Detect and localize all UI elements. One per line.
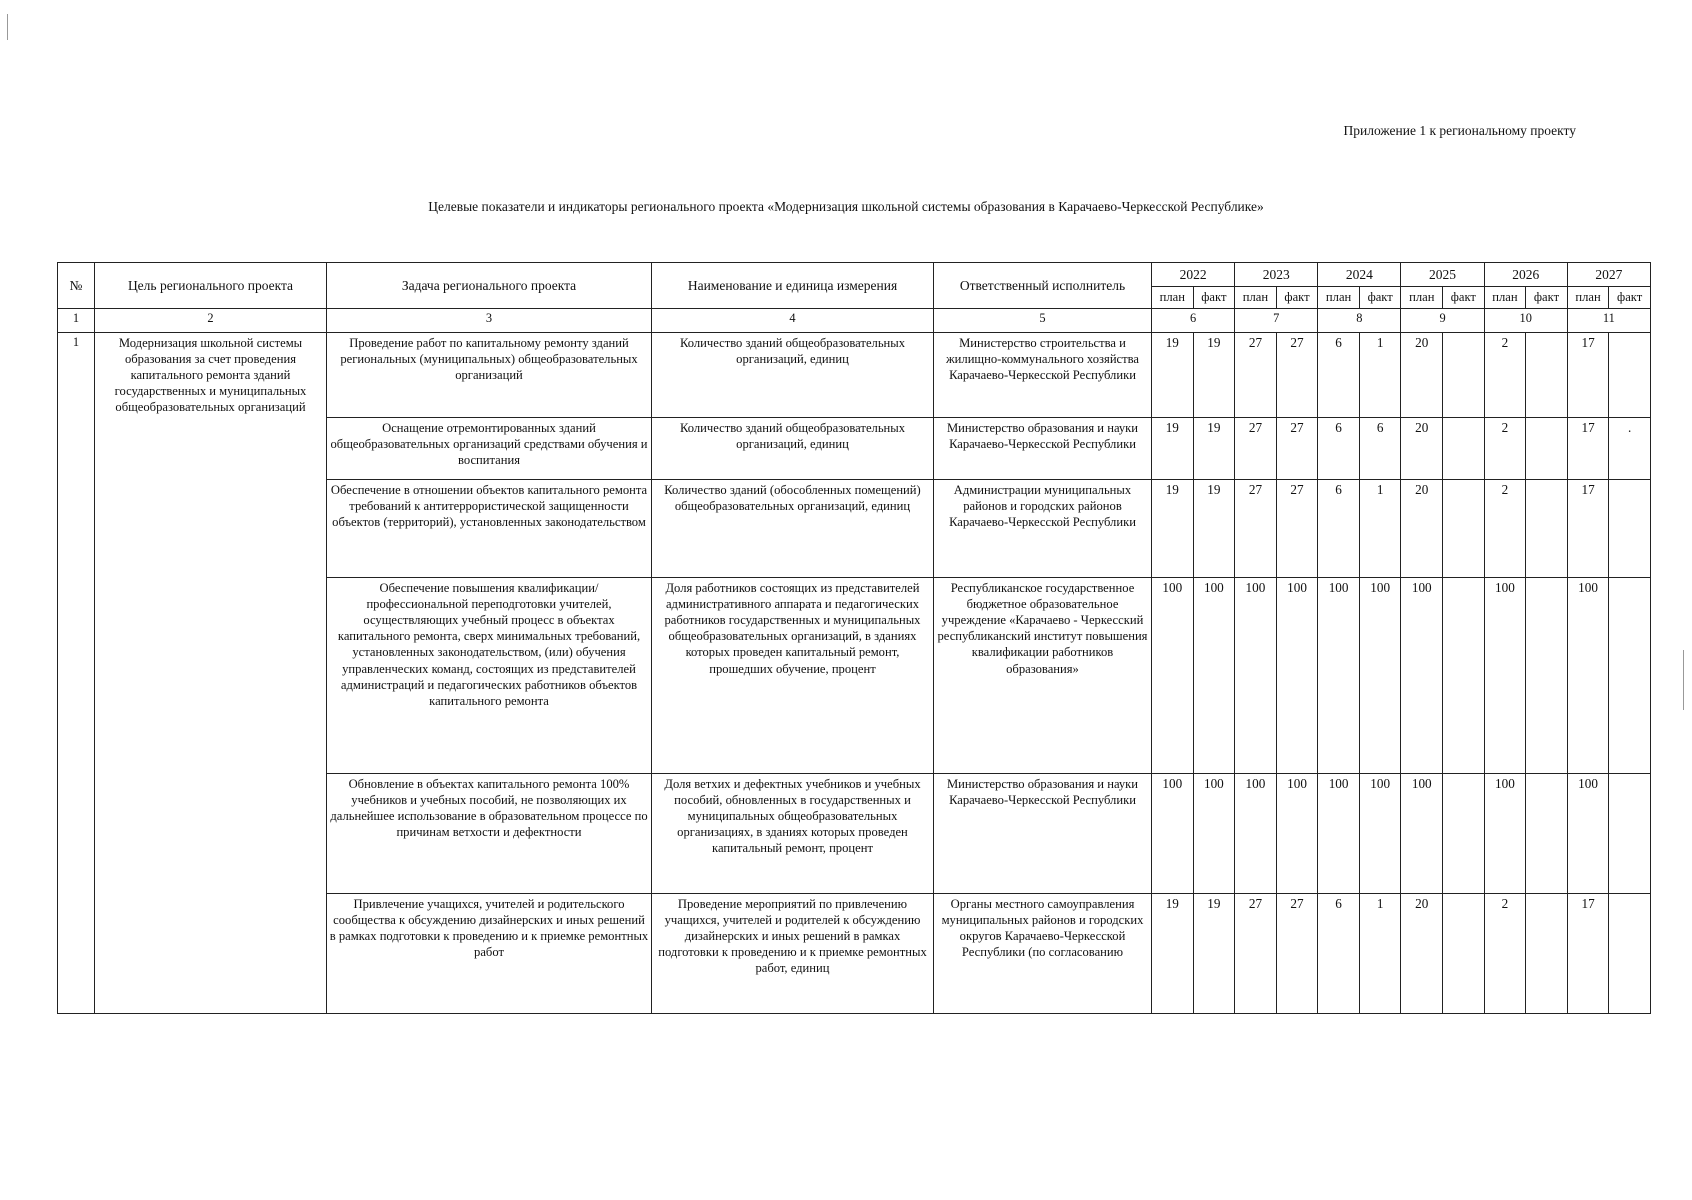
value-plan-cell: 100: [1235, 578, 1277, 774]
column-number: 7: [1235, 309, 1318, 333]
value-fact-cell: 6: [1359, 418, 1401, 480]
value-fact-cell: [1526, 418, 1568, 480]
header-goal: Цель регионального проекта: [95, 263, 327, 309]
header-year: 2023: [1235, 263, 1318, 287]
column-number: 1: [58, 309, 95, 333]
value-fact-cell: [1609, 480, 1651, 578]
header-plan: план: [1401, 287, 1443, 309]
value-plan-cell: 17: [1567, 418, 1609, 480]
value-plan-cell: 2: [1484, 418, 1526, 480]
header-executor: Ответственный исполнитель: [934, 263, 1152, 309]
value-fact-cell: [1526, 333, 1568, 418]
indicator-cell: Количество зданий общеобразовательных организаций, единиц: [652, 333, 934, 418]
value-plan-cell: 20: [1401, 333, 1443, 418]
value-plan-cell: 100: [1152, 578, 1194, 774]
header-fact: факт: [1193, 287, 1235, 309]
value-plan-cell: 27: [1235, 418, 1277, 480]
value-fact-cell: [1443, 894, 1485, 1014]
header-indicator: Наименование и единица измерения: [652, 263, 934, 309]
header-plan: план: [1152, 287, 1194, 309]
value-fact-cell: [1443, 333, 1485, 418]
value-fact-cell: 100: [1359, 578, 1401, 774]
task-cell: Обновление в объектах капитального ремонта 100% учебников и учебных пособий, не позволяющих их дальнейшее использование в образовательном процессе по причинам ветхости и дефектности: [327, 774, 652, 894]
task-cell: Обеспечение повышения квалификации/профессиональной переподготовки учителей, осуществляющих учебный процесс в объектах капитального ремонта, сверх минимальных требований, установленных законодательством, (или) обучения управленческих команд, состоящих из представителей администраций и педагогических работников объектов капитального ремонта: [327, 578, 652, 774]
value-fact-cell: 19: [1193, 894, 1235, 1014]
value-plan-cell: 20: [1401, 480, 1443, 578]
value-plan-cell: 6: [1318, 418, 1360, 480]
header-fact: факт: [1443, 287, 1485, 309]
header-task: Задача регионального проекта: [327, 263, 652, 309]
task-cell: Обеспечение в отношении объектов капитального ремонта требований к антитеррористической защищенности объектов (территорий), установленных законодательством: [327, 480, 652, 578]
value-fact-cell: [1443, 578, 1485, 774]
value-fact-cell: 19: [1193, 333, 1235, 418]
header-plan: план: [1484, 287, 1526, 309]
value-plan-cell: 100: [1484, 578, 1526, 774]
value-fact-cell: [1609, 333, 1651, 418]
value-plan-cell: 20: [1401, 418, 1443, 480]
value-plan-cell: 100: [1567, 578, 1609, 774]
value-fact-cell: 1: [1359, 480, 1401, 578]
value-fact-cell: [1443, 418, 1485, 480]
header-plan: план: [1235, 287, 1277, 309]
scan-mark-right-edge: [1683, 650, 1684, 710]
header-year: 2022: [1152, 263, 1235, 287]
value-plan-cell: 100: [1484, 774, 1526, 894]
indicator-cell: Проведение мероприятий по привлечению учащихся, учителей и родителей к обсуждению дизайнерских и иных решений в рамках подготовки к проведению и к приемке ремонтных работ, единиц: [652, 894, 934, 1014]
header-plan: план: [1567, 287, 1609, 309]
value-plan-cell: 27: [1235, 894, 1277, 1014]
appendix-label: Приложение 1 к региональному проекту: [1343, 123, 1576, 138]
value-plan-cell: 6: [1318, 480, 1360, 578]
column-number: 6: [1152, 309, 1235, 333]
value-plan-cell: 27: [1235, 480, 1277, 578]
value-fact-cell: [1526, 578, 1568, 774]
header-fact: факт: [1526, 287, 1568, 309]
value-fact-cell: [1609, 894, 1651, 1014]
goal-text: Модернизация школьной системы образования за счет проведения капитального ремонта зданий государственных и муниципальных общеобразовательных организаций: [95, 333, 327, 1014]
scan-mark-top-left: [7, 14, 8, 40]
value-fact-cell: .: [1609, 418, 1651, 480]
task-cell: Проведение работ по капитальному ремонту зданий региональных (муниципальных) общеобразовательных организаций: [327, 333, 652, 418]
value-plan-cell: 19: [1152, 418, 1194, 480]
executor-cell: Министерство образования и науки Карачаево-Черкесской Республики: [934, 418, 1152, 480]
header-fact: факт: [1609, 287, 1651, 309]
header-fact: факт: [1276, 287, 1318, 309]
indicators-table: [57, 262, 1651, 1014]
value-plan-cell: 100: [1401, 774, 1443, 894]
column-number: 10: [1484, 309, 1567, 333]
value-plan-cell: 100: [1152, 774, 1194, 894]
executor-cell: Республиканское государственное бюджетное образовательное учреждение «Карачаево - Черкесский республиканский институт повышения квалификации работников образования»: [934, 578, 1152, 774]
value-fact-cell: [1526, 480, 1568, 578]
value-plan-cell: 6: [1318, 333, 1360, 418]
executor-cell: Администрации муниципальных районов и городских районов Карачаево-Черкесской Республики: [934, 480, 1152, 578]
value-fact-cell: 27: [1276, 480, 1318, 578]
executor-cell: Министерство образования и науки Карачаево-Черкесской Республики: [934, 774, 1152, 894]
value-fact-cell: [1609, 774, 1651, 894]
column-number: 8: [1318, 309, 1401, 333]
value-fact-cell: 19: [1193, 418, 1235, 480]
executor-cell: Органы местного самоуправления муниципальных районов и городских округов Карачаево-Черкесской Республики (по согласованию: [934, 894, 1152, 1014]
value-fact-cell: 27: [1276, 333, 1318, 418]
value-plan-cell: 20: [1401, 894, 1443, 1014]
column-number: 11: [1567, 309, 1650, 333]
value-fact-cell: 100: [1193, 774, 1235, 894]
column-number: 3: [327, 309, 652, 333]
header-year: 2026: [1484, 263, 1567, 287]
value-fact-cell: 1: [1359, 894, 1401, 1014]
executor-cell: Министерство строительства и жилищно-коммунального хозяйства Карачаево-Черкесской Республики: [934, 333, 1152, 418]
column-number-row: [58, 309, 1651, 333]
header-plan: план: [1318, 287, 1360, 309]
value-plan-cell: 2: [1484, 480, 1526, 578]
indicator-cell: Количество зданий общеобразовательных организаций, единиц: [652, 418, 934, 480]
column-number: 2: [95, 309, 327, 333]
value-fact-cell: 27: [1276, 894, 1318, 1014]
header-fact: факт: [1359, 287, 1401, 309]
header-no: №: [58, 263, 95, 309]
header-year: 2024: [1318, 263, 1401, 287]
value-plan-cell: 2: [1484, 894, 1526, 1014]
column-number: 5: [934, 309, 1152, 333]
value-plan-cell: 27: [1235, 333, 1277, 418]
value-plan-cell: 17: [1567, 333, 1609, 418]
value-plan-cell: 100: [1318, 774, 1360, 894]
value-fact-cell: 1: [1359, 333, 1401, 418]
value-fact-cell: [1526, 894, 1568, 1014]
document-title: Целевые показатели и индикаторы регионального проекта «Модернизация школьной системы образования в Карачаево-Черкесской Республике»: [428, 199, 1264, 214]
column-number: 4: [652, 309, 934, 333]
indicator-cell: Доля ветхих и дефектных учебников и учебных пособий, обновленных в государственных и муниципальных общеобразовательных организациях, в зданиях которых проведен капитальный ремонт, процент: [652, 774, 934, 894]
task-cell: Привлечение учащихся, учителей и родительского сообщества к обсуждению дизайнерских и иных решений в рамках подготовки к проведению и к приемке ремонтных работ: [327, 894, 652, 1014]
value-fact-cell: [1609, 578, 1651, 774]
value-plan-cell: 19: [1152, 480, 1194, 578]
header-year: 2027: [1567, 263, 1650, 287]
value-fact-cell: [1443, 774, 1485, 894]
goal-number: 1: [58, 333, 95, 1014]
indicator-cell: Количество зданий (обособленных помещений) общеобразовательных организаций, единиц: [652, 480, 934, 578]
value-fact-cell: 100: [1276, 774, 1318, 894]
value-plan-cell: 100: [1235, 774, 1277, 894]
task-cell: Оснащение отремонтированных зданий общеобразовательных организаций средствами обучения и воспитания: [327, 418, 652, 480]
header-year: 2025: [1401, 263, 1484, 287]
value-fact-cell: 19: [1193, 480, 1235, 578]
value-fact-cell: [1526, 774, 1568, 894]
value-plan-cell: 19: [1152, 333, 1194, 418]
value-plan-cell: 100: [1567, 774, 1609, 894]
value-plan-cell: 19: [1152, 894, 1194, 1014]
column-number: 9: [1401, 309, 1484, 333]
value-plan-cell: 100: [1318, 578, 1360, 774]
value-plan-cell: 2: [1484, 333, 1526, 418]
value-fact-cell: 100: [1359, 774, 1401, 894]
value-plan-cell: 100: [1401, 578, 1443, 774]
value-fact-cell: 100: [1193, 578, 1235, 774]
value-plan-cell: 17: [1567, 480, 1609, 578]
indicator-row: [58, 333, 1651, 418]
value-fact-cell: 27: [1276, 418, 1318, 480]
value-fact-cell: [1443, 480, 1485, 578]
value-plan-cell: 17: [1567, 894, 1609, 1014]
value-plan-cell: 6: [1318, 894, 1360, 1014]
value-fact-cell: 100: [1276, 578, 1318, 774]
indicator-cell: Доля работников состоящих из представителей административного аппарата и педагогических работников государственных и муниципальных общеобразовательных организаций, в зданиях которых проведен капитальный ремонт, прошедших обучение, процент: [652, 578, 934, 774]
